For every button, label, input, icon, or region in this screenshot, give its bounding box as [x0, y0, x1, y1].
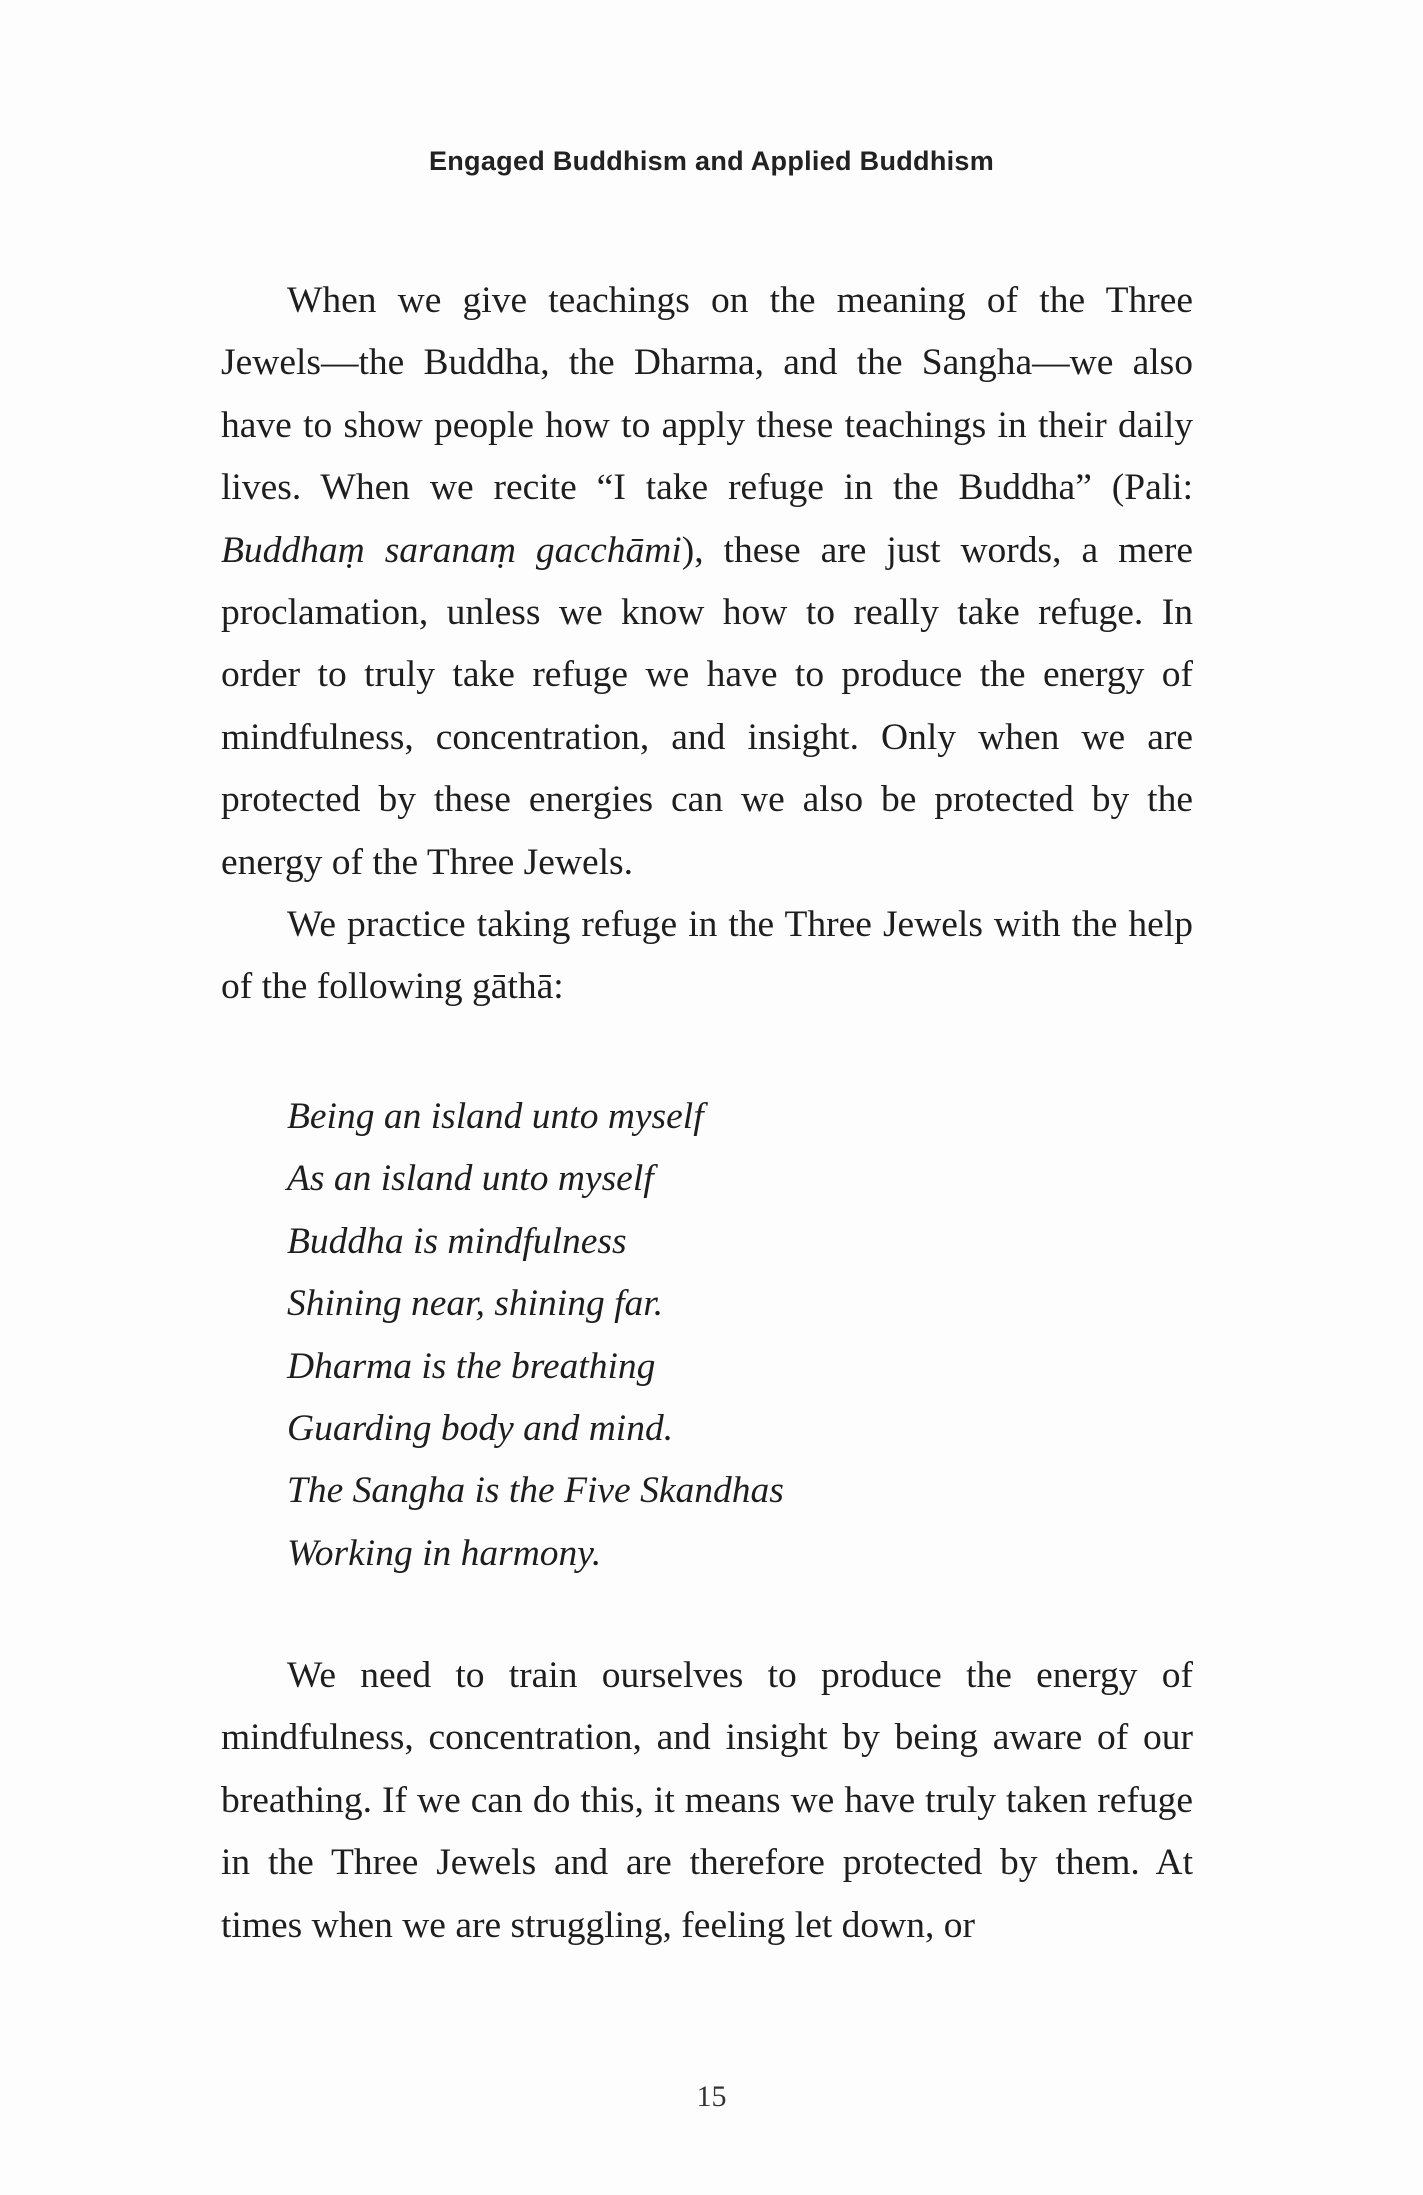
- paragraph-1: [221, 270, 1193, 894]
- verse-line: Shining near, shining far.: [287, 1283, 664, 1325]
- paragraph-1-text-a: When we give teachings on the meaning of the Three Jewels—the Buddha, the Dharma, and the Sangha—we also have to show people how to apply these teachings in their daily lives. When we recite “I take refuge in the Buddha” (Pali:: [221, 280, 1193, 509]
- verse-line: Guarding body and mind.: [287, 1408, 674, 1450]
- verse-line: Buddha is mindfulness: [287, 1220, 627, 1262]
- gatha-verse: [287, 1086, 784, 1585]
- verse-line: The Sangha is the Five Skandhas: [287, 1470, 784, 1512]
- paragraph-2: We practice taking refuge in the Three Jewels with the help of the following gāthā:: [221, 904, 1193, 1008]
- verse-line: Dharma is the breathing: [287, 1345, 656, 1387]
- verse-line: Working in harmony.: [287, 1532, 602, 1574]
- paragraph-1-text-b: ), these are just words, a mere proclamation, unless we know how to really take refuge. In order to truly take refuge we have to produce the energy of mindfulness, concentration, and insight. Only when we are protected by these energies can we also be protected by the energy of the Three Jewels.: [221, 529, 1194, 883]
- body-text-bottom: [221, 1645, 1193, 1957]
- running-head: Engaged Buddhism and Applied Buddhism: [428, 146, 995, 176]
- verse-line: As an island unto myself: [287, 1158, 654, 1200]
- verse-line: Being an island unto myself: [287, 1096, 704, 1137]
- paragraph-3: We need to train ourselves to produce the energy of mindfulness, concentration, and insight by being aware of our breathing. If we can do this, it means we have truly taken refuge in the Three Jewels and are therefore protected by them. At times when we are struggling, feeling let down, or: [221, 1655, 1193, 1946]
- pali-phrase: Buddhaṃ saranaṃ gacchāmi: [221, 529, 682, 571]
- body-text-top: [221, 270, 1193, 1019]
- page-number: 15: [696, 2080, 727, 2113]
